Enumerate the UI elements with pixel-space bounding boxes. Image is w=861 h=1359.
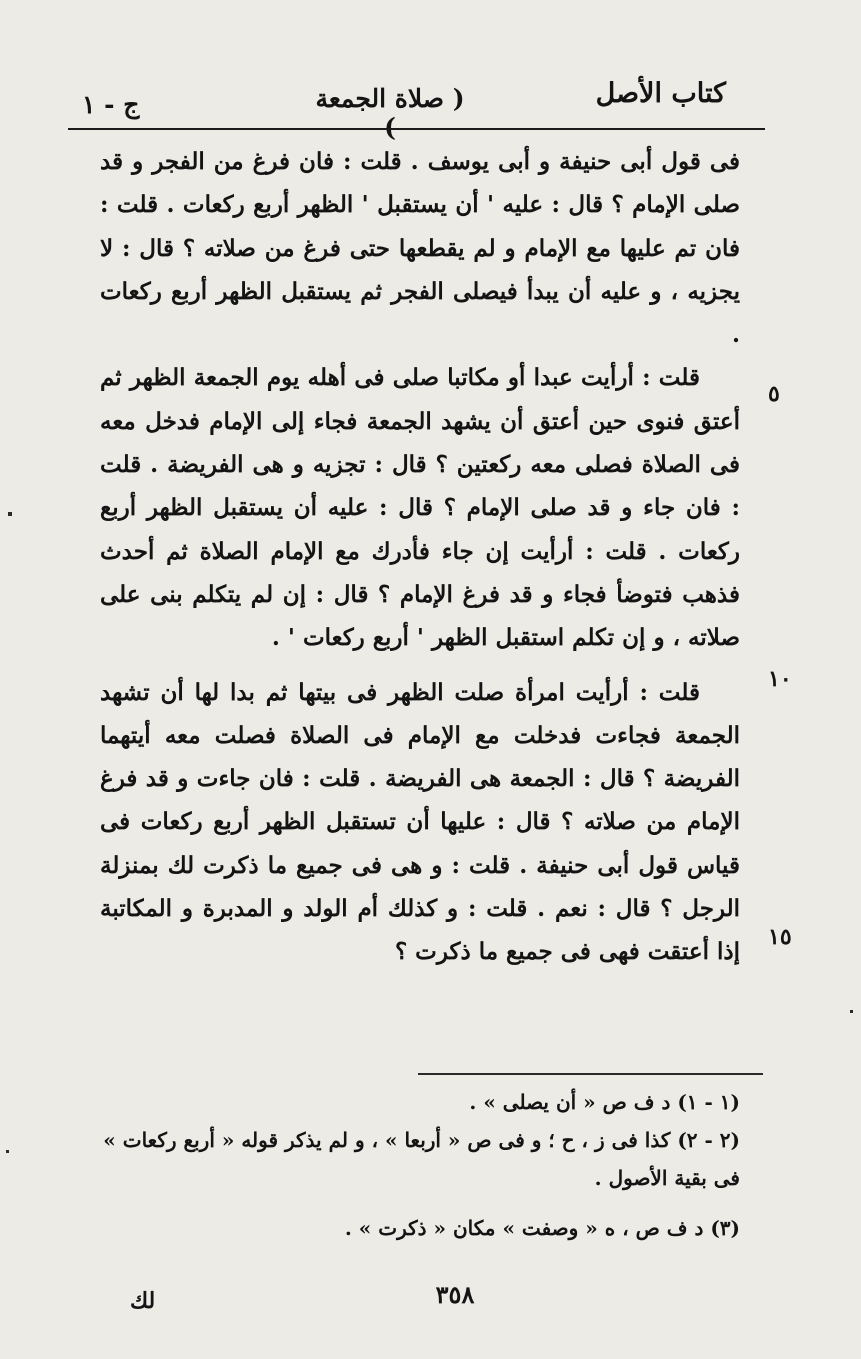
text-line: و قد فرغ الإمام ؟ قال : إن لم يتكلم بنى على صلاته ، و إن تكلم استقبل [100,580,740,652]
text-line: مع الإمام و لم يقطعها حتى فرغ من صلاته ؟ قال : لا يجزيه ، و عليه [100,234,740,305]
footnote-2-continued: فى بقية الأصول . [594,1166,740,1190]
paragraph-1 [100,140,740,356]
page-number: ٣٥٨ [435,1280,475,1309]
footnote-2: (٢ - ٢) كذا فى ز ، ح ؛ و فى ص « أربعا » ، و لم يذكر قوله « أربع ركعات » [103,1128,740,1152]
header-rule [68,128,765,130]
main-text [100,140,740,974]
text-line: فجاءت فدخلت مع الإمام فى الصلاة فصلت معه أيتهما الفريضة ؟ قال : [100,721,740,793]
chapter-title: ( صلاة الجمعة ) [315,84,465,142]
book-title: كتاب الأصل [595,78,726,109]
line-number-10: ١٠ [768,666,792,692]
footnotes [100,1083,740,1247]
text-line: قلت : أرأيت عبدا أو مكاتبا صلى فى أهله يوم الجمعة الظهر ثم [100,364,700,392]
volume-label: ج - ١ [82,90,140,119]
text-line: أعتق فنوى حين أعتق أن يشهد الجمعة فجاء إلى الإمام فدخل معه فى [100,407,741,479]
footnote-rule [418,1073,763,1075]
scan-speck [850,1010,853,1013]
text-line: و قد صلى الإمام ؟ قال : عليه أن يستقبل الظهر أربع ركعات . قلت : [100,494,740,565]
text-line: الظهر ' أربع ركعات ' . [271,624,488,652]
paragraph-2 [100,356,740,659]
line-number-15: ١٥ [768,924,792,950]
scan-speck [6,1150,9,1153]
text-line: فى قول أبى حنيفة و أبى يوسف . قلت : فان فرغ من الفجر و قد صلى [100,148,740,219]
footnote-3: (٣) د ف ص ، ه « وصفت » مكان « ذكرت » . [344,1216,740,1240]
footnote-1: (١ - ١) د ف ص « أن يصلى » . [469,1090,740,1114]
line-number-5: ٥ [768,381,780,407]
text-line: قال : عليها أن تستقبل الظهر أربع ركعات فى قياس قول أبى حنيفة . [100,808,740,879]
text-line: الإمام ؟ قال : عليه ' أن يستقبل ' الظهر أربع ركعات . قلت : فان تم عليها [100,191,740,262]
text-line: أرأيت إن جاء فأدرك مع الإمام الصلاة ثم أحدث فذهب فتوضأ فجاء [100,537,740,608]
text-line: الصلاة فصلى معه ركعتين ؟ قال : تجزيه و هى الفريضة . قلت : فان جاء [100,451,740,522]
text-line: قلت : أرأيت امرأة صلت الظهر فى بيتها ثم بدا لها أن تشهد الجمعة [100,678,740,749]
text-line: أن يبدأ فيصلى الفجر ثم يستقبل الظهر أربع ركعات . [100,277,740,349]
text-line: قلت : و هى فى جميع ما ذكرت لك بمنزلة الرجل ؟ قال : نعم . قلت : [100,851,741,923]
text-line: و كذلك أم الولد و المدبرة و المكاتبة إذا أعتقت فهى فى جميع ما ذكرت ؟ [100,895,740,966]
library-signature: لك [130,1288,156,1314]
paragraph-3 [100,671,740,974]
scan-speck [8,512,12,516]
text-line: الجمعة هى الفريضة . قلت : فان جاءت و قد فرغ الإمام من صلاته ؟ [100,765,740,836]
